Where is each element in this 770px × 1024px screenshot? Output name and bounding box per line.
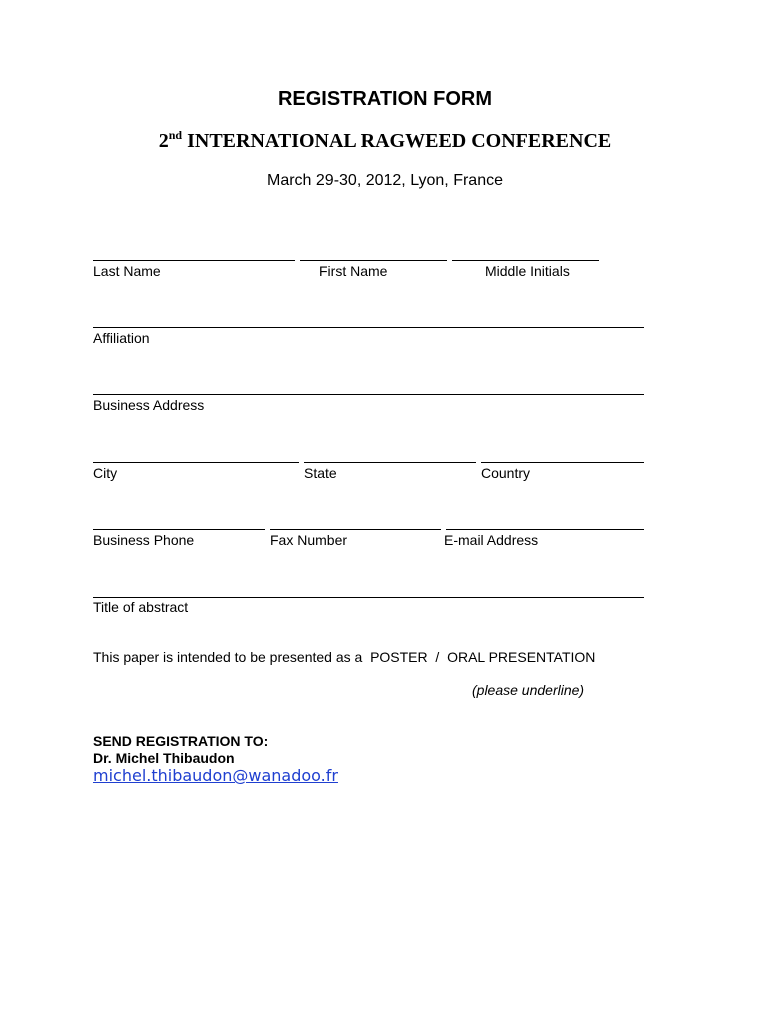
city-label: City bbox=[93, 465, 118, 481]
email-address-line[interactable] bbox=[446, 529, 644, 530]
first-name-label: First Name bbox=[319, 263, 388, 279]
conference-title bbox=[0, 130, 770, 153]
form-title: REGISTRATION FORM bbox=[277, 88, 493, 110]
fax-number-line[interactable] bbox=[270, 529, 441, 530]
presentation-type-sentence: This paper is intended to be presented as a POSTER / ORAL PRESENTATION bbox=[93, 649, 596, 665]
conference-date-location: March 29-30, 2012, Lyon, France bbox=[267, 172, 503, 189]
business-address-label: Business Address bbox=[93, 397, 205, 413]
send-registration-heading: SEND REGISTRATION TO: bbox=[93, 733, 269, 749]
state-line[interactable] bbox=[304, 462, 476, 463]
city-line[interactable] bbox=[93, 462, 299, 463]
email-address-label: E-mail Address bbox=[444, 532, 539, 548]
middle-initials-label: Middle Initials bbox=[485, 263, 570, 279]
fax-number-label: Fax Number bbox=[270, 532, 348, 548]
business-phone-label: Business Phone bbox=[93, 532, 195, 548]
country-line[interactable] bbox=[481, 462, 644, 463]
last-name-label: Last Name bbox=[93, 263, 161, 279]
contact-email-link[interactable]: michel.thibaudon@wanadoo.fr bbox=[93, 766, 338, 785]
business-address-line[interactable] bbox=[93, 394, 644, 395]
last-name-line[interactable] bbox=[93, 260, 295, 261]
title-of-abstract-line[interactable] bbox=[93, 597, 644, 598]
title-of-abstract-label: Title of abstract bbox=[93, 599, 189, 615]
conference-name: INTERNATIONAL RAGWEED CONFERENCE bbox=[187, 130, 612, 152]
conference-ordinal: 2 bbox=[158, 130, 169, 152]
conference-ordinal-suffix: nd bbox=[168, 128, 183, 142]
country-label: Country bbox=[481, 465, 531, 481]
contact-name: Dr. Michel Thibaudon bbox=[93, 750, 235, 766]
middle-initials-line[interactable] bbox=[452, 260, 599, 261]
please-underline-note: (please underline) bbox=[472, 682, 585, 698]
first-name-line[interactable] bbox=[300, 260, 447, 261]
state-label: State bbox=[304, 465, 337, 481]
business-phone-line[interactable] bbox=[93, 529, 265, 530]
affiliation-label: Affiliation bbox=[93, 330, 150, 346]
affiliation-line[interactable] bbox=[93, 327, 644, 328]
